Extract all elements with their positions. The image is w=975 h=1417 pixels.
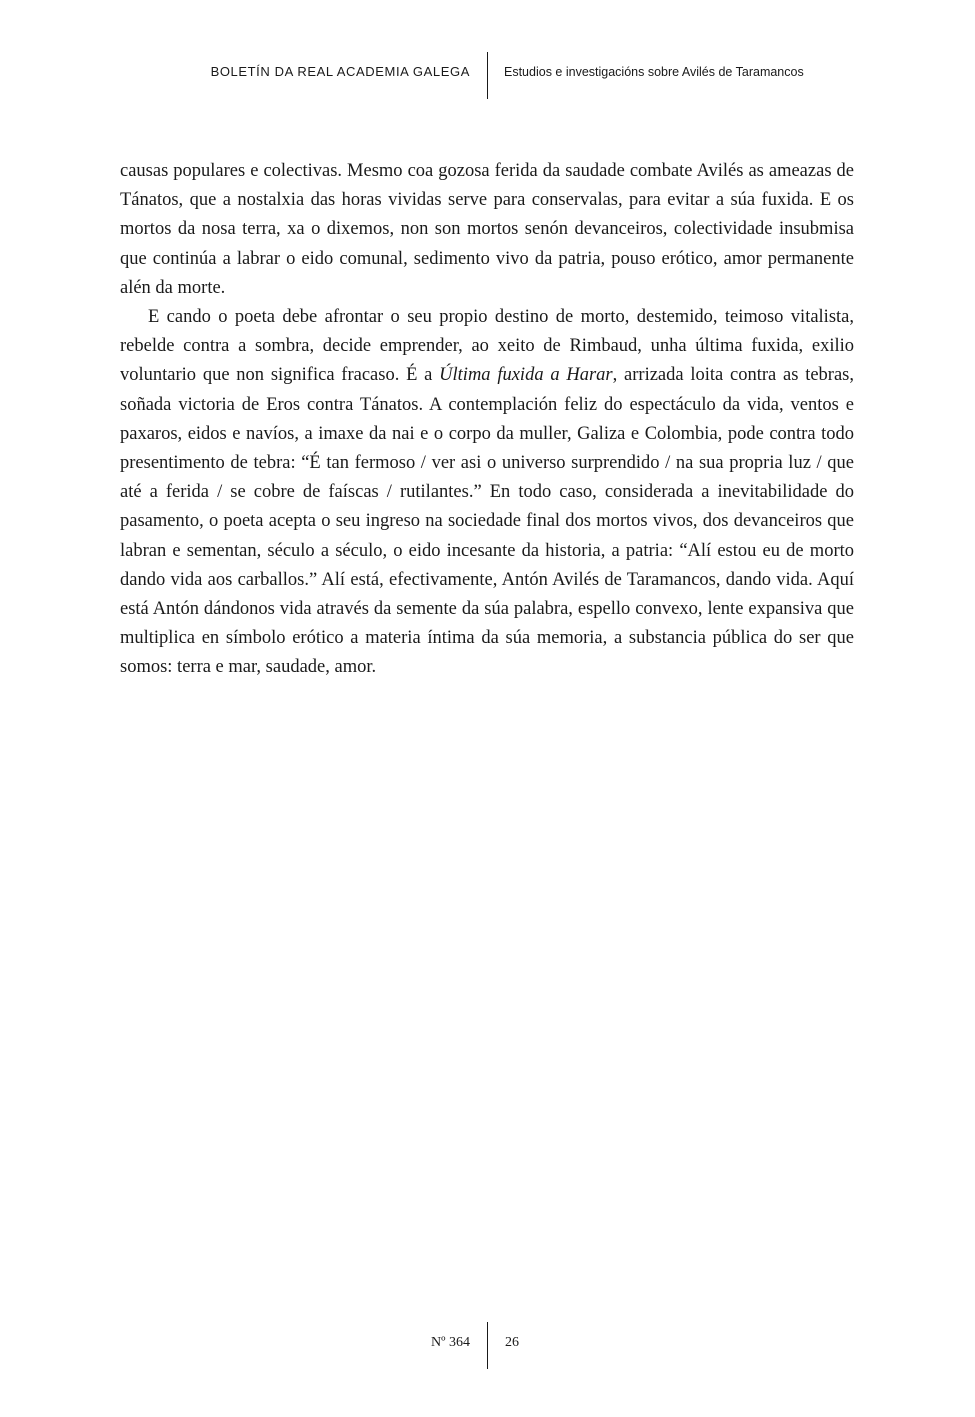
running-header xyxy=(0,52,975,100)
header-divider xyxy=(487,52,488,99)
article-body xyxy=(120,157,854,683)
paragraph-2-part-2: , arrizada loita contra as tebras, soñada victoria de Eros contra Tánatos. A contemplación feliz do espectáculo da vida, ventos e paxaros, eidos e navíos, a imaxe da nai e o corpo da muller, Galiza e Colombia, pode contra todo presentimento de tebra: “É tan fermoso / ver asi o universo surprendido / na sua propria luz / que até a ferida / se cobre de faíscas / rutilantes.” En todo caso, considerada a inevitabilidade do pasamento, o poeta acepta o seu ingreso na sociedade final dos mortos vivos, dos devanceiros que labran e sementan, século a século, o eido incesante da historia, a patria: “Alí estou eu de morto dando vida aos carballos.” Alí está, efectivamente, Antón Avilés de Taramancos, dando vida. Aquí está Antón dándonos vida através da semente da súa palabra, espello convexo, lente expansiva que multiplica en símbolo erótico a materia íntima da súa memoria, a substancia pública do ser que somos: terra e mar, saudade, amor. xyxy=(120,365,855,678)
paragraph-2-part-1: E cando o poeta debe afrontar o seu propio destino de morto, destemido, teimoso vitalista, rebelde contra a sombra, decide emprender, ao xeito de Rimbaud, unha última fuxida, exilio voluntario que non significa fracaso. É a xyxy=(120,307,854,386)
page-number: 26 xyxy=(505,1335,519,1350)
paragraph-2 xyxy=(120,303,854,683)
footer-divider xyxy=(487,1322,488,1369)
journal-title: BOLETÍN DA REAL ACADEMIA GALEGA xyxy=(210,64,470,79)
work-title: Última fuxida a Harar xyxy=(439,365,613,386)
issue-number: Nº 364 xyxy=(431,1335,470,1350)
page-footer xyxy=(0,1322,975,1370)
section-title: Estudios e investigacións sobre Avilés de Taramancos xyxy=(504,65,804,79)
paragraph-1: causas populares e colectivas. Mesmo coa gozosa ferida da saudade combate Avilés as ameazas de Tánatos, que a nostalxia das horas vividas serve para conservalas, para evitar a súa fuxida. E os mortos da nosa terra, xa o dixemos, non son mortos senón devanceiros, colectividade insubmisa que continúa a labrar o eido comunal, sedimento vivo da patria, pouso erótico, amor permanente alén da morte. xyxy=(120,161,854,298)
